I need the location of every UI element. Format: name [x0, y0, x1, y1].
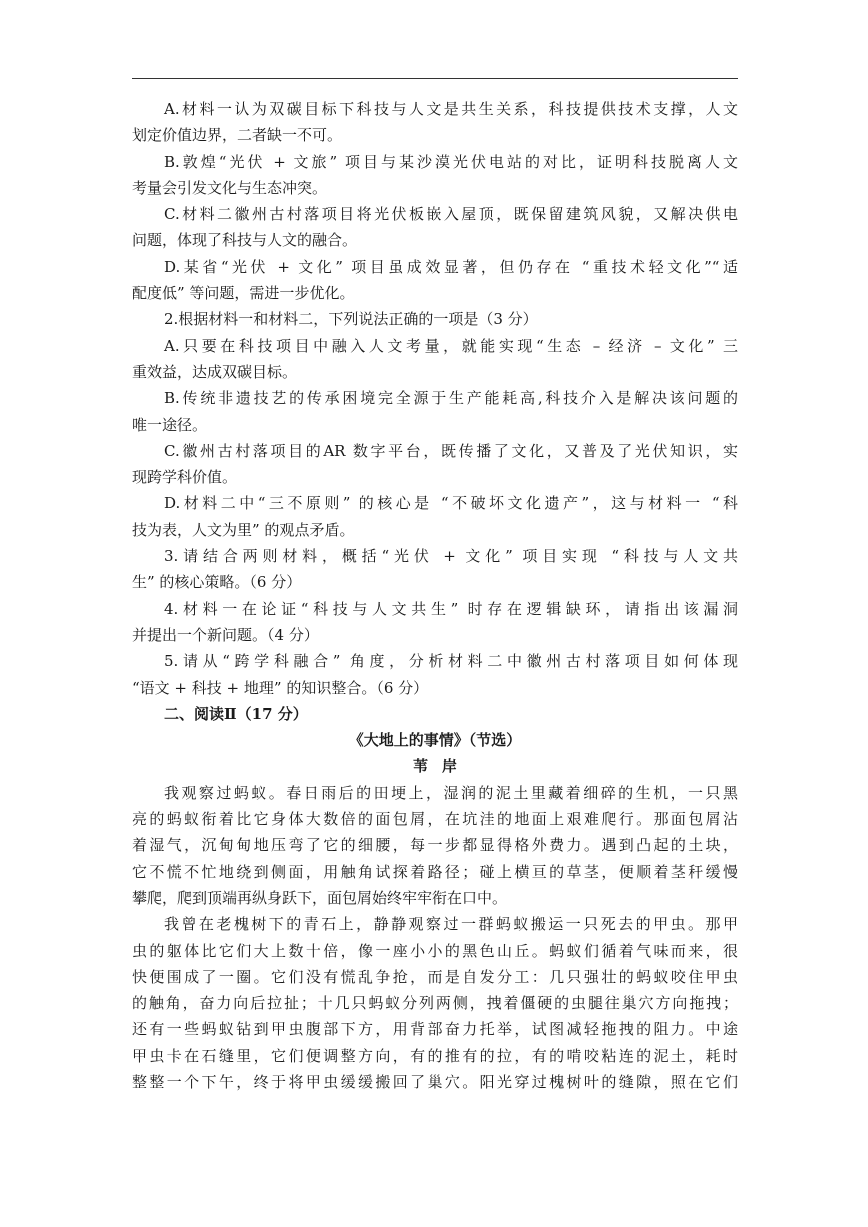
- text-line: 我观察过蚂蚁。春日雨后的田埂上，湿润的泥土里藏着细碎的生机，一只黑: [164, 783, 738, 802]
- text-line: 它不慌不忙地绕到侧面，用触角试探着路径；碰上横亘的草茎，便顺着茎秆缓慢: [132, 862, 738, 881]
- text-line: 甲虫卡在石缝里，它们便调整方向，有的推有的拉，有的啃咬粘连的泥土，耗时: [132, 1046, 738, 1065]
- text-line: 3.请结合两则材料，概括“光伏 + 文化” 项目实现 “科技与人文共: [164, 547, 738, 566]
- text-line: 5.请从“跨学科融合” 角度，分析材料二中徽州古村落项目如何体现: [164, 652, 738, 671]
- passage-paragraph-2: [132, 911, 738, 1095]
- passage-paragraph-1: [132, 780, 738, 911]
- text-line: 虫的躯体比它们大上数十倍，像一座小小的黑色山丘。蚂蚁们循着气味而来，很: [132, 941, 738, 960]
- text-line: 考量会引发文化与生态冲突。: [132, 178, 328, 197]
- text-line: 划定价值边界，二者缺一不可。: [132, 126, 343, 145]
- q5: [132, 648, 738, 701]
- passage-author: 苇岸: [412, 757, 471, 776]
- header-rule: [132, 78, 738, 79]
- text-line: 攀爬，爬到顶端再纵身跃下，面包屑始终牢牢衔在口中。: [132, 888, 508, 907]
- q2-option-a: [132, 333, 738, 386]
- text-line: A.只要在科技项目中融入人文考量，就能实现“生态 – 经济 – 文化” 三: [164, 336, 738, 355]
- text-line: 整整一个下午，终于将甲虫缓缓搬回了巢穴。阳光穿过槐树叶的缝隙，照在它们: [132, 1072, 738, 1091]
- text-line: 还有一些蚂蚁钻到甲虫腹部下方，用背部奋力托举，试图减轻拖拽的阻力。中途: [132, 1020, 738, 1039]
- text-line: 重效益，达成双碳目标。: [132, 362, 298, 381]
- passage-title: 《大地上的事情》（节选）: [348, 731, 522, 750]
- document-page: [132, 96, 738, 1095]
- text-line: 我曾在老槐树下的青石上，静静观察过一群蚂蚁搬运一只死去的甲虫。那甲: [164, 915, 738, 934]
- q2-option-d: [132, 490, 738, 543]
- text-line: 生” 的核心策略。（6 分）: [132, 573, 302, 592]
- q1-option-c: [132, 201, 738, 254]
- text-line: 问题，体现了科技与人文的融合。: [132, 231, 358, 250]
- text-line: C.徽州古村落项目的AR 数字平台，既传播了文化，又普及了光伏知识，实: [164, 441, 738, 460]
- text-line: C.材料二徽州古村落项目将光伏板嵌入屋顶，既保留建筑风貌，又解决供电: [164, 205, 738, 224]
- text-line: 亮的蚂蚁衔着比它身体大数倍的面包屑，在坑洼的地面上艰难爬行。那面包屑沾: [132, 810, 738, 829]
- text-line: 技为表，人文为里” 的观点矛盾。: [132, 520, 355, 539]
- text-line: 的触角，奋力向后拉扯；十几只蚂蚁分列两侧，拽着僵硬的虫腿往巢穴方向拖拽；: [132, 994, 738, 1013]
- text-line: “语文 + 科技 + 地理” 的知识整合。（6 分）: [132, 678, 429, 697]
- text-line: B.敦煌“光伏 + 文旅” 项目与某沙漠光伏电站的对比，证明科技脱离人文: [164, 152, 738, 171]
- text-line: B.传统非遗技艺的传承困境完全源于生产能耗高,科技介入是解决该问题的: [164, 389, 738, 408]
- text-line: 唯一途径。: [132, 415, 208, 434]
- text-line: 4.材料一在论证“科技与人文共生” 时存在逻辑缺环，请指出该漏洞: [164, 599, 738, 618]
- q1-option-d: [132, 254, 738, 307]
- text-line: 配度低” 等问题，需进一步优化。: [132, 284, 355, 303]
- text-line: A.材料一认为双碳目标下科技与人文是共生关系，科技提供技术支撑，人文: [164, 100, 738, 118]
- text-line: 着湿气，沉甸甸地压弯了它的细腰，每一步都显得格外费力。遇到凸起的土块，: [132, 836, 738, 855]
- text-line: 现跨学科价值。: [132, 468, 238, 487]
- q3: [132, 543, 738, 596]
- q4: [132, 596, 738, 649]
- text-line: D.某省“光伏 + 文化” 项目虽成效显著，但仍存在 “重技术轻文化”“适: [164, 257, 738, 276]
- text-line: D.材料二中“三不原则” 的核心是 “不破坏文化遗产”，这与材料一 “科: [164, 494, 738, 513]
- q1-option-b: [132, 149, 738, 202]
- q2-stem: 2.根据材料一和材料二，下列说法正确的一项是（3 分）: [164, 310, 538, 329]
- q1-option-a: [132, 96, 738, 149]
- text-line: 快便围成了一圈。它们没有慌乱争抢，而是自发分工：几只强壮的蚂蚁咬住甲虫: [132, 967, 738, 986]
- section-heading: 二、阅读Ⅱ（17 分）: [164, 704, 308, 723]
- text-line: 并提出一个新问题。（4 分）: [132, 625, 319, 644]
- q2-option-c: [132, 438, 738, 491]
- q2-option-b: [132, 385, 738, 438]
